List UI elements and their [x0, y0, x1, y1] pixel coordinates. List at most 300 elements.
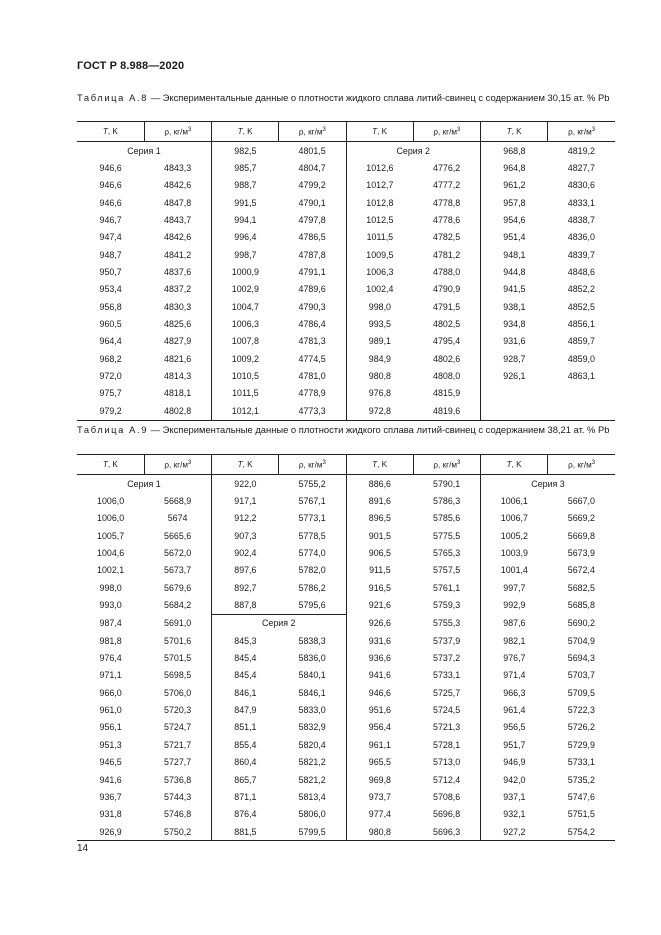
cell-temperature: 976,7	[503, 653, 526, 664]
cell-density: 5838,3	[279, 632, 346, 649]
cell-temperature: 871,1	[234, 791, 257, 802]
cell-temperature: 947,4	[99, 232, 122, 243]
cell-temperature: 931,8	[99, 809, 122, 820]
cell-density: 4777,2	[413, 177, 480, 194]
cell-temperature: 998,0	[368, 301, 391, 312]
cell-density: 5720,3	[144, 701, 211, 718]
cell-density: 5665,6	[144, 527, 211, 544]
header-temperature	[77, 122, 144, 142]
table-row	[77, 159, 615, 176]
cell-density: 5737,9	[413, 632, 480, 649]
cell-temperature: 897,6	[234, 565, 257, 576]
cell-density: 5679,6	[144, 579, 211, 596]
cell-temperature: 946,7	[99, 215, 122, 226]
cell-temperature: 948,1	[503, 249, 526, 260]
header-rho-exponent: 3	[188, 126, 192, 133]
cell-temperature: 976,4	[99, 653, 122, 664]
cell-density: 5765,3	[413, 544, 480, 561]
cell-density: 4843,3	[144, 159, 211, 176]
header-rho-unit: , кг/м	[572, 127, 592, 137]
header-rho-unit: , кг/м	[303, 460, 323, 470]
cell-density: 4786,5	[279, 229, 346, 246]
cell-temperature: 984,9	[368, 353, 391, 364]
cell-density: 4815,9	[413, 385, 480, 402]
cell-density: 4802,8	[144, 402, 211, 420]
table-row	[77, 649, 615, 666]
cell-temperature: 948,7	[99, 249, 122, 260]
cell-temperature: 902,4	[234, 548, 257, 559]
table-a8	[77, 121, 615, 421]
cell-temperature: 846,1	[234, 687, 257, 698]
cell-temperature: 1002,4	[366, 284, 394, 295]
cell-density: 5821,2	[279, 754, 346, 771]
cell-temperature: 1006,3	[231, 319, 259, 330]
table-a8-header-row	[77, 122, 615, 142]
cell-temperature: 972,8	[346, 402, 413, 420]
header-temperature	[77, 455, 144, 475]
cell-density: 5836,0	[279, 649, 346, 666]
cell-density	[548, 402, 615, 420]
header-density	[548, 455, 615, 475]
cell-density: 5704,9	[567, 635, 595, 646]
cell-temperature: 931,6	[368, 635, 391, 646]
cell-density: 4799,2	[279, 177, 346, 194]
cell-temperature: 906,5	[368, 548, 391, 559]
header-t-unit: , K	[511, 127, 522, 136]
table-row	[77, 385, 615, 402]
table-row	[77, 298, 615, 315]
header-temperature	[346, 455, 413, 475]
cell-density: 5685,8	[567, 600, 595, 611]
cell-temperature: 985,7	[234, 163, 257, 174]
cell-temperature: 1006,7	[500, 513, 528, 524]
cell-density: 4778,9	[279, 385, 346, 402]
cell-temperature: 951,6	[368, 705, 391, 716]
cell-temperature: 961,1	[368, 739, 391, 750]
cell-density: 4788,0	[413, 263, 480, 280]
cell-density: 4778,8	[413, 194, 480, 211]
header-temperature	[481, 122, 548, 142]
header-rho-symbol: ρ	[433, 127, 439, 137]
header-t-unit: , K	[377, 460, 388, 469]
cell-density: 5713,0	[413, 754, 480, 771]
cell-density: 4819,6	[413, 402, 480, 420]
cell-temperature: 992,9	[503, 600, 526, 611]
cell-temperature: 1011,5	[232, 388, 259, 399]
header-t-unit: , K	[242, 127, 253, 136]
table-row	[77, 771, 615, 788]
document-header: ГОСТ Р 8.988—2020	[77, 60, 185, 72]
cell-temperature: 845,3	[234, 635, 257, 646]
series-label: Серия 1	[77, 142, 212, 160]
cell-temperature: 922,0	[234, 478, 257, 489]
cell-density: 4827,7	[567, 163, 595, 174]
cell-temperature: 936,7	[99, 791, 122, 802]
cell-density: 4791,1	[279, 263, 346, 280]
table-row	[77, 596, 615, 614]
cell-temperature: 987,6	[503, 618, 526, 629]
cell-density: 4847,8	[144, 194, 211, 211]
header-t-unit: , K	[107, 460, 118, 469]
cell-density: 5691,0	[144, 614, 211, 632]
cell-density: 5698,5	[144, 667, 211, 684]
cell-temperature: 1001,4	[500, 565, 528, 576]
header-density	[144, 122, 211, 142]
cell-temperature: 1012,5	[366, 215, 394, 226]
table-row	[77, 333, 615, 350]
cell-temperature: 1010,5	[231, 371, 259, 382]
cell-temperature: 851,1	[234, 722, 257, 733]
cell-temperature: 994,1	[234, 215, 257, 226]
cell-temperature: 928,7	[503, 353, 526, 364]
cell-temperature: 960,5	[99, 319, 122, 330]
cell-density: 4801,5	[279, 142, 346, 160]
header-t-symbol: T	[102, 460, 108, 469]
cell-density: 5757,5	[413, 562, 480, 579]
cell-temperature: 966,0	[99, 687, 122, 698]
cell-temperature: 938,1	[503, 301, 526, 312]
cell-density: 4790,3	[279, 298, 346, 315]
cell-temperature: 964,8	[503, 163, 526, 174]
cell-temperature: 993,0	[99, 600, 122, 611]
cell-temperature: 951,7	[503, 739, 526, 750]
header-density	[279, 122, 346, 142]
cell-density: 5846,1	[279, 684, 346, 701]
header-rho-exponent: 3	[457, 126, 461, 133]
table-row	[77, 142, 615, 160]
cell-density: 5673,7	[144, 562, 211, 579]
cell-density: 5667,0	[567, 496, 595, 507]
cell-temperature: 989,1	[368, 336, 391, 347]
header-temperature	[346, 122, 413, 142]
cell-temperature: 1009,2	[231, 353, 259, 364]
header-rho-exponent: 3	[591, 459, 596, 466]
cell-density: 5728,1	[413, 736, 480, 753]
cell-temperature: 1004,6	[97, 548, 125, 559]
cell-density: 5674	[144, 510, 211, 527]
cell-density: 5669,2	[567, 513, 595, 524]
table-row	[77, 510, 615, 527]
cell-temperature: 1012,8	[366, 197, 394, 208]
cell-density: 4842,6	[144, 177, 211, 194]
cell-temperature: 1004,7	[231, 301, 259, 312]
cell-temperature: 979,2	[77, 402, 144, 420]
cell-temperature: 969,8	[368, 774, 391, 785]
cell-density: 5706,0	[144, 684, 211, 701]
cell-temperature: 941,6	[368, 670, 391, 681]
table-row	[77, 211, 615, 228]
cell-temperature: 931,6	[503, 336, 526, 347]
cell-density: 5786,2	[279, 579, 346, 596]
cell-temperature: 901,5	[368, 530, 391, 541]
table-row	[77, 315, 615, 332]
header-rho-symbol: ρ	[568, 460, 573, 470]
header-t-symbol: T	[506, 127, 512, 136]
cell-temperature: 966,3	[503, 687, 526, 698]
cell-density: 5767,1	[279, 492, 346, 509]
cell-density: 4804,7	[279, 159, 346, 176]
header-rho-symbol: ρ	[164, 460, 170, 470]
cell-temperature: 946,6	[99, 197, 122, 208]
cell-temperature: 1002,1	[97, 565, 125, 576]
cell-density: 4843,7	[144, 211, 211, 228]
cell-temperature: 941,6	[99, 774, 122, 785]
cell-temperature: 991,5	[234, 197, 257, 208]
table-a9-label: Таблица А.9	[77, 424, 149, 435]
cell-temperature: 1002,9	[231, 284, 259, 295]
cell-temperature: 917,1	[234, 496, 257, 507]
header-rho-exponent: 3	[322, 126, 326, 133]
cell-density: 5721,3	[413, 719, 480, 736]
cell-temperature: 957,8	[503, 197, 526, 208]
cell-density: 5785,6	[413, 510, 480, 527]
header-density	[144, 455, 211, 475]
cell-density: 5755,2	[279, 475, 346, 493]
cell-density: 5696,3	[413, 823, 480, 841]
cell-density: 4825,6	[144, 315, 211, 332]
cell-temperature: 916,5	[368, 582, 391, 593]
cell-temperature: 891,6	[368, 496, 391, 507]
header-rho-unit: , кг/м	[169, 460, 189, 470]
header-rho-symbol: ρ	[298, 460, 304, 470]
cell-temperature: 961,4	[503, 705, 526, 716]
cell-density: 5694,3	[567, 653, 595, 664]
cell-temperature: 1006,0	[97, 496, 125, 507]
cell-density: 5673,9	[567, 548, 595, 559]
table-row	[77, 579, 615, 596]
header-density	[413, 455, 480, 475]
cell-density: 4789,6	[279, 281, 346, 298]
table-row	[77, 701, 615, 718]
cell-temperature: 932,1	[503, 809, 526, 820]
cell-temperature: 956,5	[503, 722, 526, 733]
cell-density: 5832,9	[279, 719, 346, 736]
table-row	[77, 229, 615, 246]
cell-temperature: 892,7	[234, 582, 257, 593]
cell-temperature: 865,7	[234, 774, 257, 785]
cell-density: 4802,5	[413, 315, 480, 332]
cell-temperature: 1006,0	[97, 513, 125, 524]
cell-density: 4859,7	[567, 336, 595, 347]
cell-density: 5820,4	[279, 736, 346, 753]
cell-temperature: 1011,5	[366, 232, 394, 243]
cell-temperature: 956,4	[368, 722, 391, 733]
cell-density: 4842,6	[144, 229, 211, 246]
cell-temperature	[481, 385, 548, 402]
cell-density: 5696,8	[413, 806, 480, 823]
cell-density: 4808,0	[413, 367, 480, 384]
cell-temperature: 973,7	[368, 791, 391, 802]
cell-temperature: 912,2	[234, 513, 257, 524]
cell-density: 5712,4	[413, 771, 480, 788]
cell-density: 4818,1	[144, 385, 211, 402]
cell-temperature: 982,1	[503, 635, 526, 646]
cell-temperature: 1012,6	[366, 163, 394, 174]
cell-density: 4786,4	[279, 315, 346, 332]
cell-temperature: 971,1	[99, 670, 122, 681]
cell-density: 5786,3	[413, 492, 480, 509]
header-t-symbol: T	[237, 460, 243, 469]
cell-temperature: 982,5	[234, 145, 257, 156]
cell-temperature: 845,4	[234, 653, 257, 664]
table-a9-caption	[77, 424, 615, 436]
cell-temperature: 965,5	[368, 757, 391, 768]
header-temperature	[481, 455, 548, 475]
cell-temperature: 926,1	[503, 371, 526, 382]
cell-temperature: 944,8	[503, 267, 526, 278]
cell-density: 4848,6	[567, 267, 595, 278]
series-label: Серия 3	[531, 478, 565, 489]
cell-temperature: 1006,1	[500, 496, 528, 507]
table-a9-header-row	[77, 455, 615, 475]
header-t-symbol: T	[372, 460, 378, 469]
table-row	[77, 667, 615, 684]
cell-temperature: 980,8	[368, 371, 391, 382]
cell-temperature: 953,4	[99, 284, 122, 295]
cell-density: 5721,7	[144, 736, 211, 753]
header-rho-unit: , кг/м	[438, 460, 458, 470]
cell-temperature: 951,3	[99, 739, 122, 750]
cell-temperature: 946,6	[99, 180, 122, 191]
cell-density: 5708,6	[413, 788, 480, 805]
header-t-symbol: T	[372, 127, 378, 136]
cell-temperature: 954,6	[503, 215, 526, 226]
cell-density: 5799,5	[279, 823, 346, 841]
header-rho-symbol: ρ	[164, 127, 170, 137]
header-t-unit: , K	[107, 127, 118, 136]
cell-density: 5682,5	[567, 582, 595, 593]
cell-density: 4797,8	[279, 211, 346, 228]
cell-temperature: 896,5	[368, 513, 391, 524]
cell-density: 4837,6	[144, 263, 211, 280]
header-density	[413, 122, 480, 142]
cell-density: 4795,4	[413, 333, 480, 350]
table-row	[77, 544, 615, 561]
cell-density: 4802,6	[413, 350, 480, 367]
table-row	[77, 263, 615, 280]
cell-temperature: 1005,7	[97, 530, 125, 541]
cell-temperature: 971,4	[503, 670, 526, 681]
cell-density: 5806,0	[279, 806, 346, 823]
cell-density: 5701,5	[144, 649, 211, 666]
cell-temperature: 968,8	[503, 145, 526, 156]
cell-density: 5778,5	[279, 527, 346, 544]
cell-density: 5790,1	[413, 475, 480, 493]
cell-density: 4781,3	[279, 333, 346, 350]
cell-temperature: 987,4	[99, 618, 122, 629]
cell-density: 4836,0	[567, 232, 595, 243]
cell-density: 4821,6	[144, 350, 211, 367]
cell-temperature: 1003,9	[500, 548, 528, 559]
cell-density: 5754,2	[548, 823, 615, 841]
header-rho-symbol: ρ	[568, 127, 573, 137]
cell-temperature: 860,4	[234, 757, 257, 768]
cell-temperature: 956,8	[99, 301, 122, 312]
cell-temperature: 1009,5	[366, 249, 394, 260]
cell-temperature: 946,6	[99, 163, 122, 174]
cell-density: 5672,0	[144, 544, 211, 561]
cell-density: 5737,2	[413, 649, 480, 666]
table-row	[77, 527, 615, 544]
table-row	[77, 632, 615, 649]
cell-density: 4787,8	[279, 246, 346, 263]
cell-density: 5755,3	[413, 614, 480, 632]
cell-temperature	[481, 402, 548, 420]
page-number: 14	[77, 843, 89, 854]
table-row	[77, 719, 615, 736]
cell-density: 4781,2	[413, 246, 480, 263]
header-rho-exponent: 3	[188, 459, 192, 466]
cell-density: 5773,1	[279, 510, 346, 527]
cell-temperature: 855,4	[234, 739, 257, 750]
cell-temperature: 975,7	[99, 388, 122, 399]
table-row	[77, 684, 615, 701]
header-temperature	[212, 122, 279, 142]
table-row	[77, 194, 615, 211]
cell-temperature: 926,9	[77, 823, 144, 841]
header-rho-unit: , кг/м	[169, 127, 189, 137]
table-a8-label: Таблица А.8	[77, 92, 149, 103]
cell-temperature: 942,0	[503, 774, 526, 785]
cell-temperature: 972,0	[99, 371, 122, 382]
cell-temperature: 921,6	[368, 600, 391, 611]
cell-density: 4790,1	[279, 194, 346, 211]
cell-density: 4819,2	[567, 145, 595, 156]
cell-temperature: 946,5	[99, 757, 122, 768]
cell-density: 4790,9	[413, 281, 480, 298]
header-t-symbol: T	[102, 127, 108, 136]
cell-temperature: 977,4	[368, 809, 391, 820]
cell-density: 4856,1	[567, 319, 595, 330]
cell-temperature: 946,6	[368, 687, 391, 698]
table-row	[77, 736, 615, 753]
table-a8-caption-text: — Экспериментальные данные о плотности жидкого сплава литий-свинец с содержанием 30,15 ат. % Pb	[148, 92, 610, 103]
cell-density: 5744,3	[144, 788, 211, 805]
cell-temperature: 961,2	[503, 180, 526, 191]
cell-temperature: 976,8	[368, 388, 391, 399]
cell-density: 4852,5	[567, 301, 595, 312]
table-a9-caption-text: — Экспериментальные данные о плотности жидкого сплава литий-свинец с содержанием 38,21 ат. % Pb	[148, 424, 610, 435]
cell-density: 4852,2	[567, 284, 595, 295]
table-a9	[77, 454, 615, 841]
cell-density: 4773,3	[279, 402, 346, 420]
table-row	[77, 281, 615, 298]
header-rho-exponent: 3	[322, 459, 326, 466]
cell-temperature: 881,5	[212, 823, 279, 841]
table-row	[77, 367, 615, 384]
cell-temperature: 845,4	[234, 670, 257, 681]
cell-density: 5727,7	[144, 754, 211, 771]
header-rho-symbol: ρ	[433, 460, 439, 470]
cell-density: 5724,7	[144, 719, 211, 736]
cell-temperature: 998,7	[234, 249, 257, 260]
cell-density: 4863,1	[567, 371, 595, 382]
header-t-unit: , K	[242, 460, 253, 469]
cell-density: 4830,6	[567, 180, 595, 191]
header-temperature	[212, 455, 279, 475]
cell-temperature: 941,5	[503, 284, 526, 295]
header-t-symbol: T	[237, 127, 243, 136]
cell-density: 4781,0	[279, 367, 346, 384]
cell-density: 5668,9	[144, 492, 211, 509]
cell-temperature: 934,8	[503, 319, 526, 330]
table-row	[77, 614, 615, 632]
series-label: Серия 1	[77, 475, 212, 493]
cell-density	[548, 385, 615, 402]
cell-density: 5821,2	[279, 771, 346, 788]
cell-density: 4791,5	[413, 298, 480, 315]
table-row	[77, 350, 615, 367]
